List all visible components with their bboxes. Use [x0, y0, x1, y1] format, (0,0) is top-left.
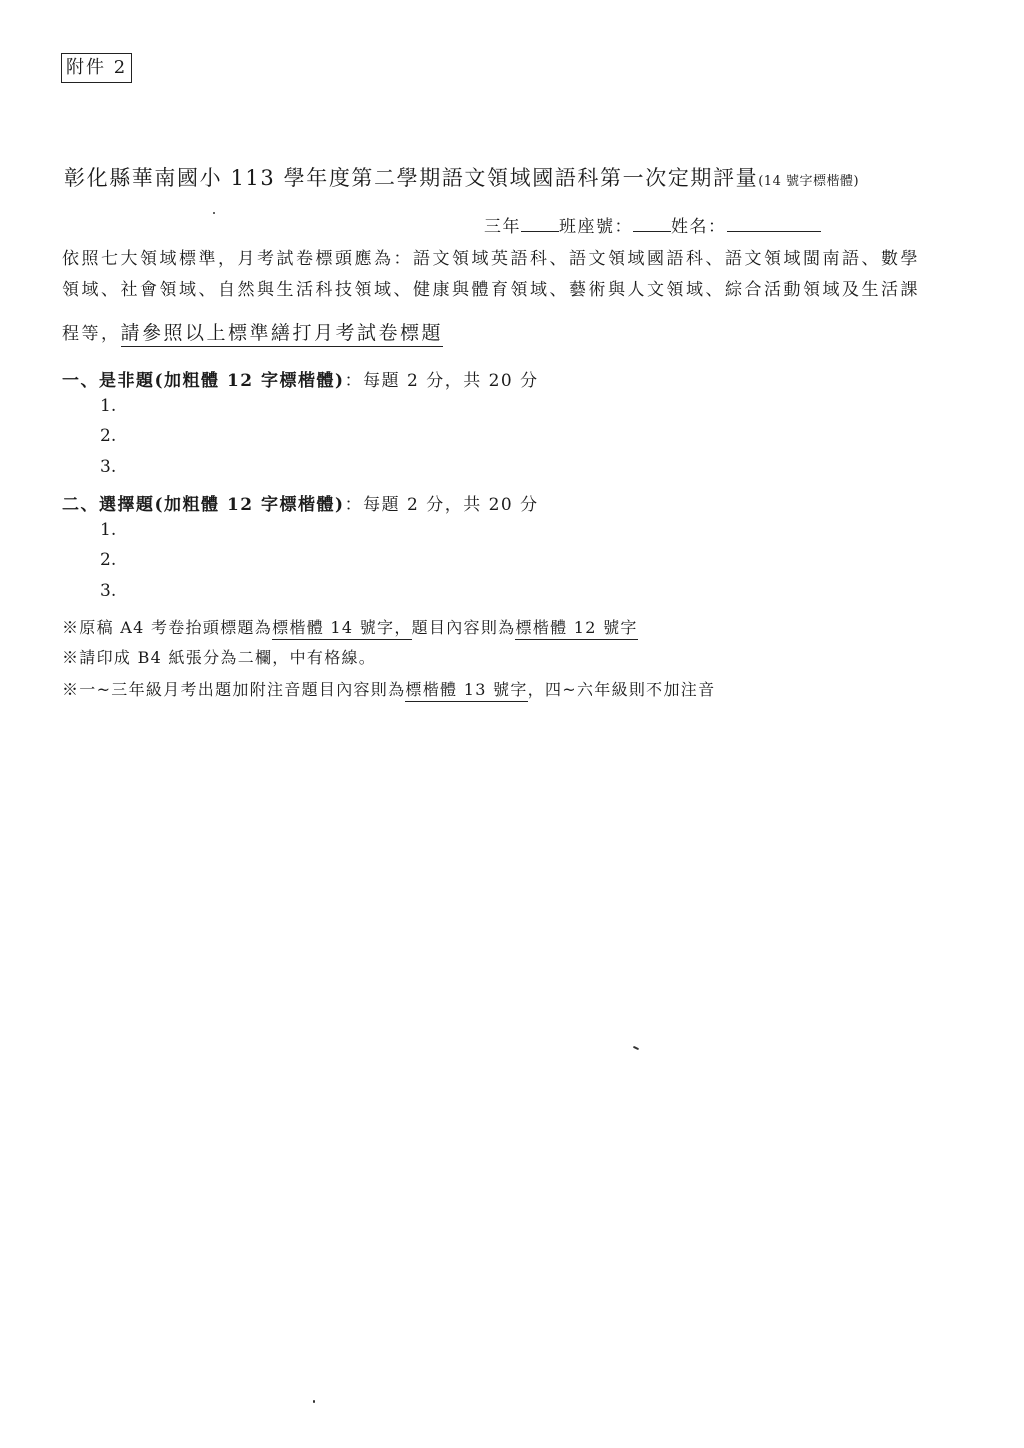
instruction-underlined-text: 請參照以上標準繕打月考試卷標題 — [121, 322, 444, 347]
name-blank — [727, 213, 821, 232]
note-print-format: ※請印成 B4 紙張分為二欄，中有格線。 — [62, 648, 377, 667]
note-phonetic — [62, 677, 715, 700]
scan-speck — [213, 212, 215, 214]
section-multiple-choice-scoring: ：每題 2 分，共 20 分 — [344, 495, 539, 515]
instruction-line-2: 領域、社會領域、自然與生活科技領域、健康與體育領域、藝術與人文領域、綜合活動領域及生活課 — [62, 280, 920, 300]
section-multiple-choice — [62, 490, 539, 515]
name-label: 姓名： — [671, 217, 727, 237]
note-font-size-part-2: 題目內容則為 — [411, 618, 516, 637]
note-font-size-underlined-2: 標楷體 12 號字 — [515, 618, 637, 640]
note-phonetic-underlined: 標楷體 13 號字 — [405, 680, 527, 702]
note-phonetic-part-1: ※一~三年級月考出題加附注音題目內容則為 — [62, 680, 406, 699]
section-true-false-heading: 一、是非題(加粗體 12 字標楷體) — [62, 371, 345, 391]
class-blank — [521, 213, 559, 232]
exam-title-main: 彰化縣華南國小 113 學年度第二學期語文領域國語科第一次定期評量 — [64, 166, 759, 190]
instruction-line-3-prefix: 程等， — [62, 324, 121, 344]
exam-title-font-note: (14 號字標楷體) — [758, 174, 860, 189]
section-true-false — [62, 366, 539, 391]
true-false-item-1: 1. — [100, 396, 117, 416]
scan-speck — [633, 1046, 639, 1050]
attachment-label: 附件 2 — [61, 53, 132, 83]
true-false-item-2: 2. — [100, 426, 117, 446]
student-info-line — [484, 212, 821, 237]
true-false-item-3: 3. — [100, 457, 117, 477]
note-font-size-part-1: ※原稿 A4 考卷抬頭標題為 — [62, 618, 273, 637]
seat-blank — [633, 213, 671, 232]
instruction-line-1: 依照七大領域標準，月考試卷標頭應為：語文領域英語科、語文領域國語科、語文領域閩南語、數學 — [62, 249, 920, 269]
section-multiple-choice-heading: 二、選擇題(加粗體 12 字標楷體) — [62, 495, 345, 515]
note-font-size-underlined-1: 標楷體 14 號字， — [272, 618, 412, 640]
multiple-choice-item-2: 2. — [100, 550, 117, 570]
class-seat-label: 班座號： — [559, 217, 633, 237]
section-true-false-scoring: ：每題 2 分，共 20 分 — [344, 371, 539, 391]
note-font-size — [62, 615, 638, 638]
grade-label: 三年 — [484, 217, 521, 237]
instruction-line-3 — [62, 318, 972, 350]
exam-title — [64, 162, 859, 192]
multiple-choice-item-1: 1. — [100, 520, 117, 540]
instruction-paragraph — [62, 244, 972, 350]
note-phonetic-part-2: ，四~六年級則不加注音 — [527, 680, 716, 699]
multiple-choice-item-3: 3. — [100, 581, 117, 601]
scan-speck — [313, 1400, 315, 1403]
